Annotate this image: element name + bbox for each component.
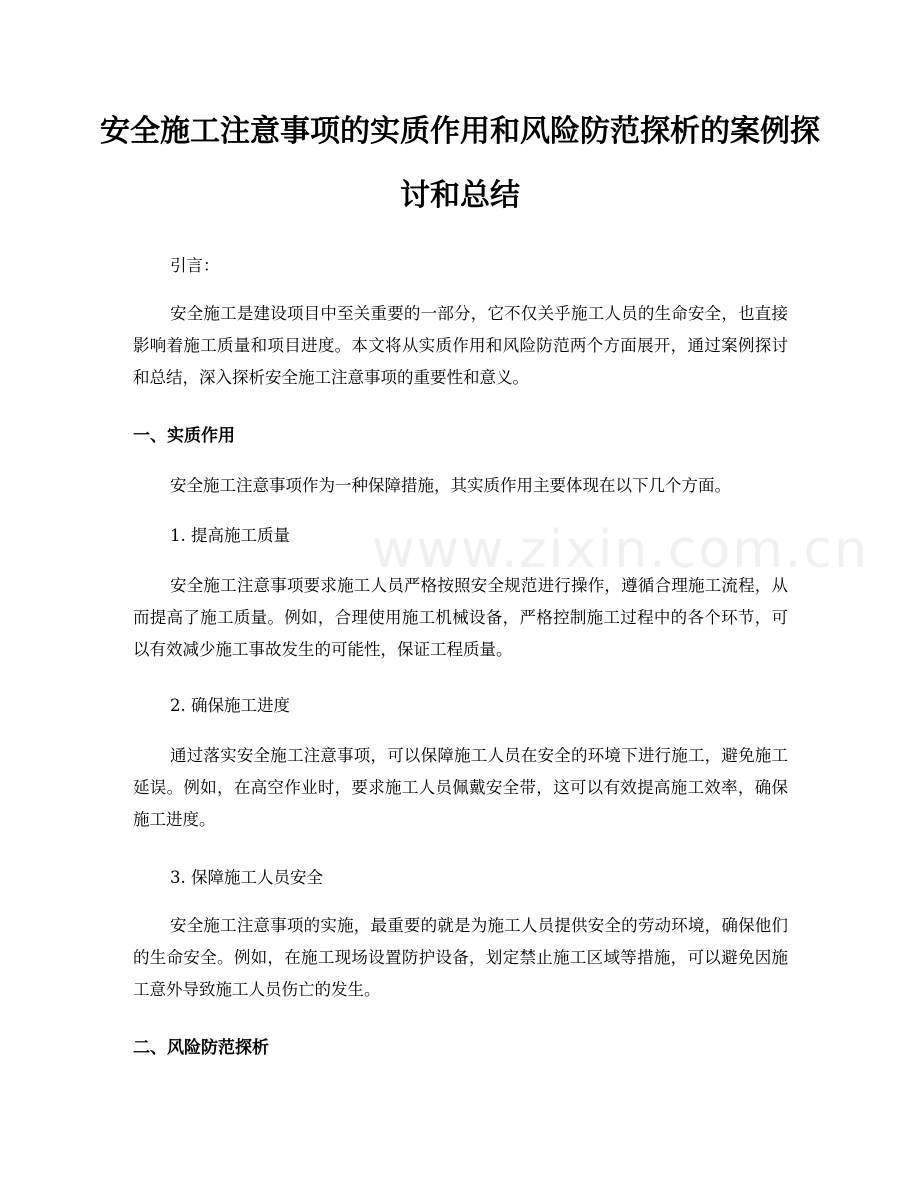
- section-heading-1: 一、实质作用: [133, 426, 235, 446]
- item-3-label: 3. 保障施工人员安全: [170, 868, 323, 887]
- section-heading-2: 二、风险防范探析: [133, 1038, 269, 1058]
- watermark-text: www.zixin.com.cn: [372, 520, 869, 580]
- intro-label: 引言：: [170, 256, 220, 275]
- item-2-text: 通过落实安全施工注意事项，可以保障施工人员在安全的环境下进行施工，避免施工延误。例如，在高空作业时，要求施工人员佩戴安全带，这可以有效提高施工效率，确保施工进度。: [133, 746, 788, 829]
- item-2-label: 2. 确保施工进度: [170, 696, 290, 715]
- section-1-lead: 安全施工注意事项作为一种保障措施，其实质作用主要体现在以下几个方面。: [170, 476, 731, 495]
- item-3-text: 安全施工注意事项的实施，最重要的就是为施工人员提供安全的劳动环境，确保他们的生命安全。例如，在施工现场设置防护设备，划定禁止施工区域等措施，可以避免因施工意外导致施工人员伤亡的发生。: [133, 916, 788, 999]
- item-1-label: 1. 提高施工质量: [170, 526, 290, 545]
- intro-paragraph: 安全施工是建设项目中至关重要的一部分，它不仅关乎施工人员的生命安全，也直接影响着施工质量和项目进度。本文将从实质作用和风险防范两个方面展开，通过案例探讨和总结，深入探析安全施工注意事项的重要性和意义。: [133, 304, 788, 387]
- document-title: 安全施工注意事项的实质作用和风险防范探析的案例探讨和总结: [100, 114, 820, 213]
- item-1-text: 安全施工注意事项要求施工人员严格按照安全规范进行操作，遵循合理施工流程，从而提高了施工质量。例如，合理使用施工机械设备，严格控制施工过程中的各个环节，可以有效减少施工事故发生的可能性，保证工程质量。: [133, 576, 788, 659]
